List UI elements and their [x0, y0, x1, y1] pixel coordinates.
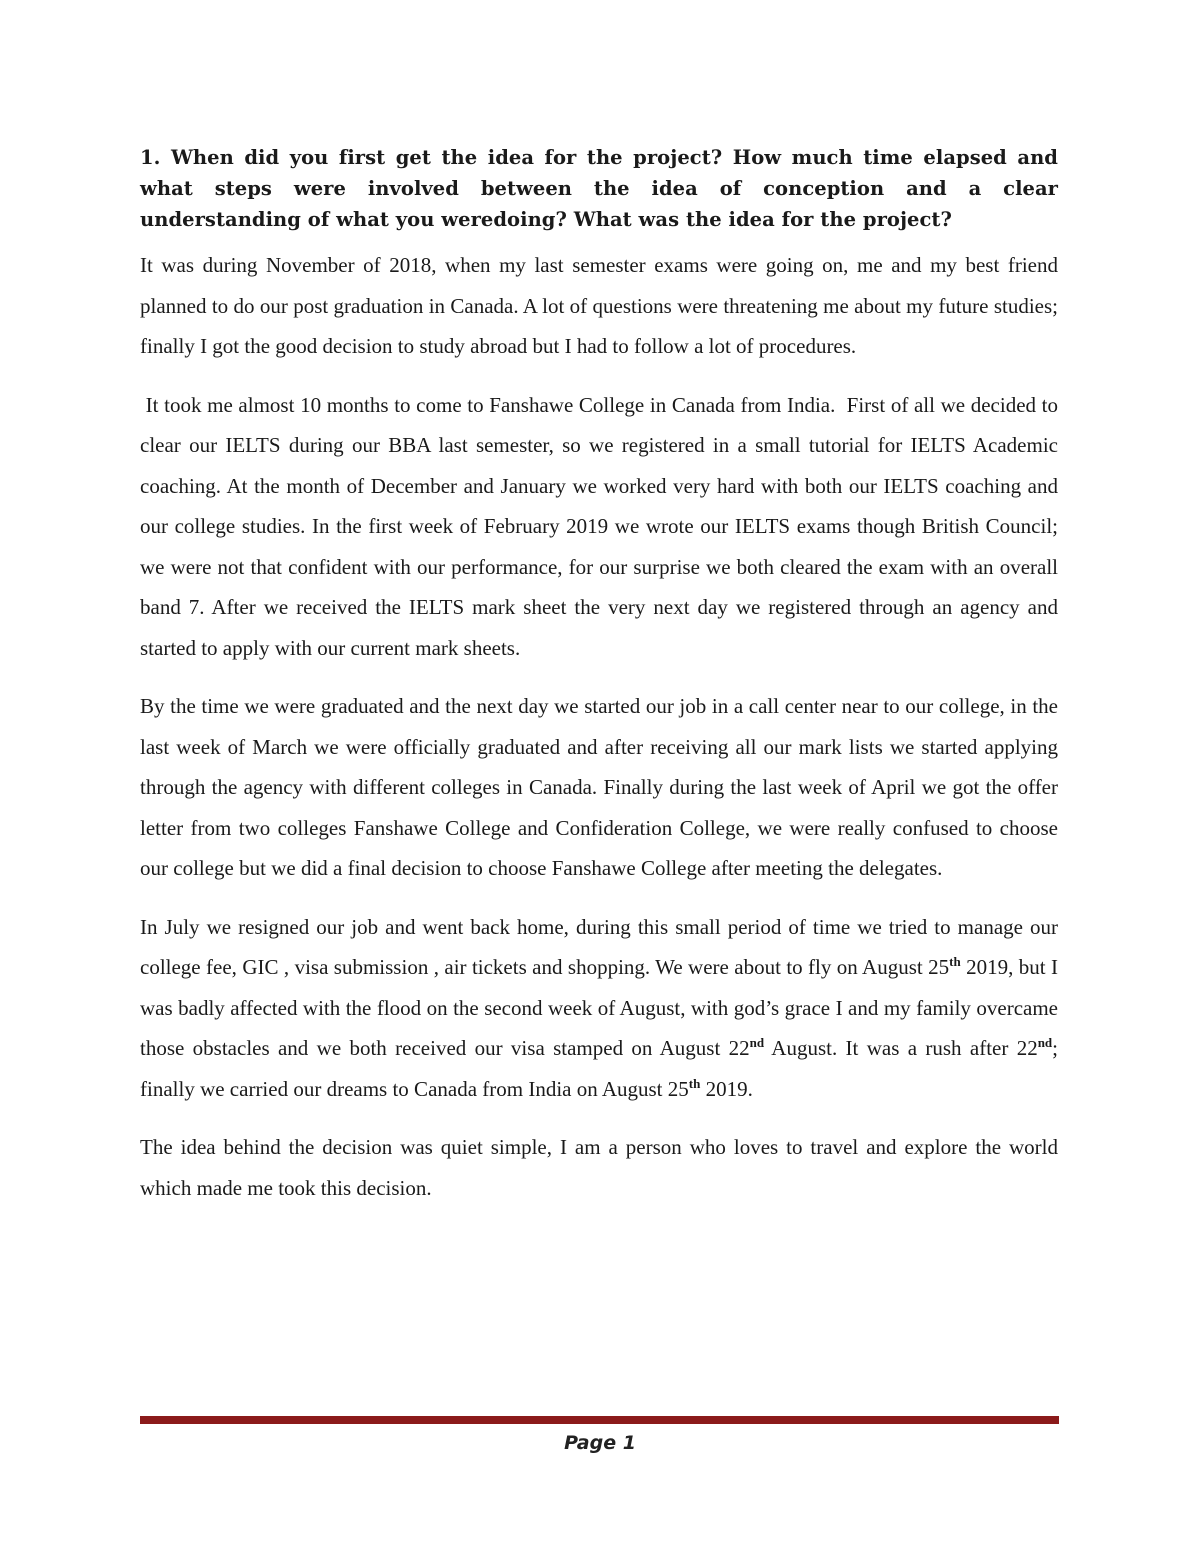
- paragraph-4-text-1: In July we resigned our job and went back home, during this small period of time we tried to manage our college fee, GIC , visa submission , air tickets and shopping. We were about to fly on August 25: [140, 914, 1058, 979]
- paragraph-4-text-2: 2019, but I was badly affected with the flood on the second week of August, with god’s grace I and my family overcame those obstacles and we both received our visa stamped on August 22: [140, 955, 1058, 1060]
- paragraph-4-text-4: ; finally we carried our dreams to Canada from India on August 25: [140, 1036, 1059, 1101]
- superscript-nd: nd: [749, 1035, 765, 1050]
- document-body: [140, 142, 1064, 1226]
- paragraph-4: [140, 907, 1058, 1110]
- superscript-th: th: [949, 954, 961, 969]
- superscript-th: th: [688, 1075, 701, 1091]
- footer-rule: [140, 1416, 1059, 1424]
- paragraph-2: It took me almost 10 months to come to Fanshawe College in Canada from India. First of all we decided to clear our IELTS during our BBA last semester, so we registered in a small tutorial for IELTS Academic coaching. At the month of December and January we worked very hard with both our IELTS coaching and our college studies. In the first week of February 2019 we wrote our IELTS exams though British Council; we were not that confident with our performance, for our surprise we both cleared the exam with an overall band 7. After we received the IELTS mark sheet the very next day we registered through an agency and started to apply with our current mark sheets.: [140, 392, 1064, 660]
- paragraph-5: The idea behind the decision was quiet simple, I am a person who loves to travel and explore the world which made me took this decision.: [140, 1135, 1058, 1200]
- superscript-nd: nd: [1037, 1035, 1053, 1050]
- paragraph-4-text-3: August. It was a rush after 22: [764, 1036, 1038, 1060]
- paragraph-4-text-5: 2019.: [700, 1076, 753, 1101]
- paragraph-3: By the time we were graduated and the next day we started our job in a call center near to our college, in the last week of March we were officially graduated and after receiving all our mark lists we started applying through the agency with different colleges in Canada. Finally during the last week of April we got the offer letter from two colleges Fanshawe College and Confideration College, we were really confused to choose our college but we did a final decision to choose Fanshawe College after meeting the delegates.: [140, 694, 1058, 880]
- page-number: Page 1: [564, 1432, 636, 1454]
- question-heading: 1. When did you first get the idea for the project? How much time elapsed and what steps were involved between the idea of conception and a clear understanding of what you weredoing? What was the idea for the project?: [140, 146, 1058, 231]
- paragraph-1: It was during November of 2018, when my last semester exams were going on, me and my best friend planned to do our post graduation in Canada. A lot of questions were threatening me about my future studies; finally I got the good decision to study abroad but I had to follow a lot of procedures.: [140, 253, 1058, 358]
